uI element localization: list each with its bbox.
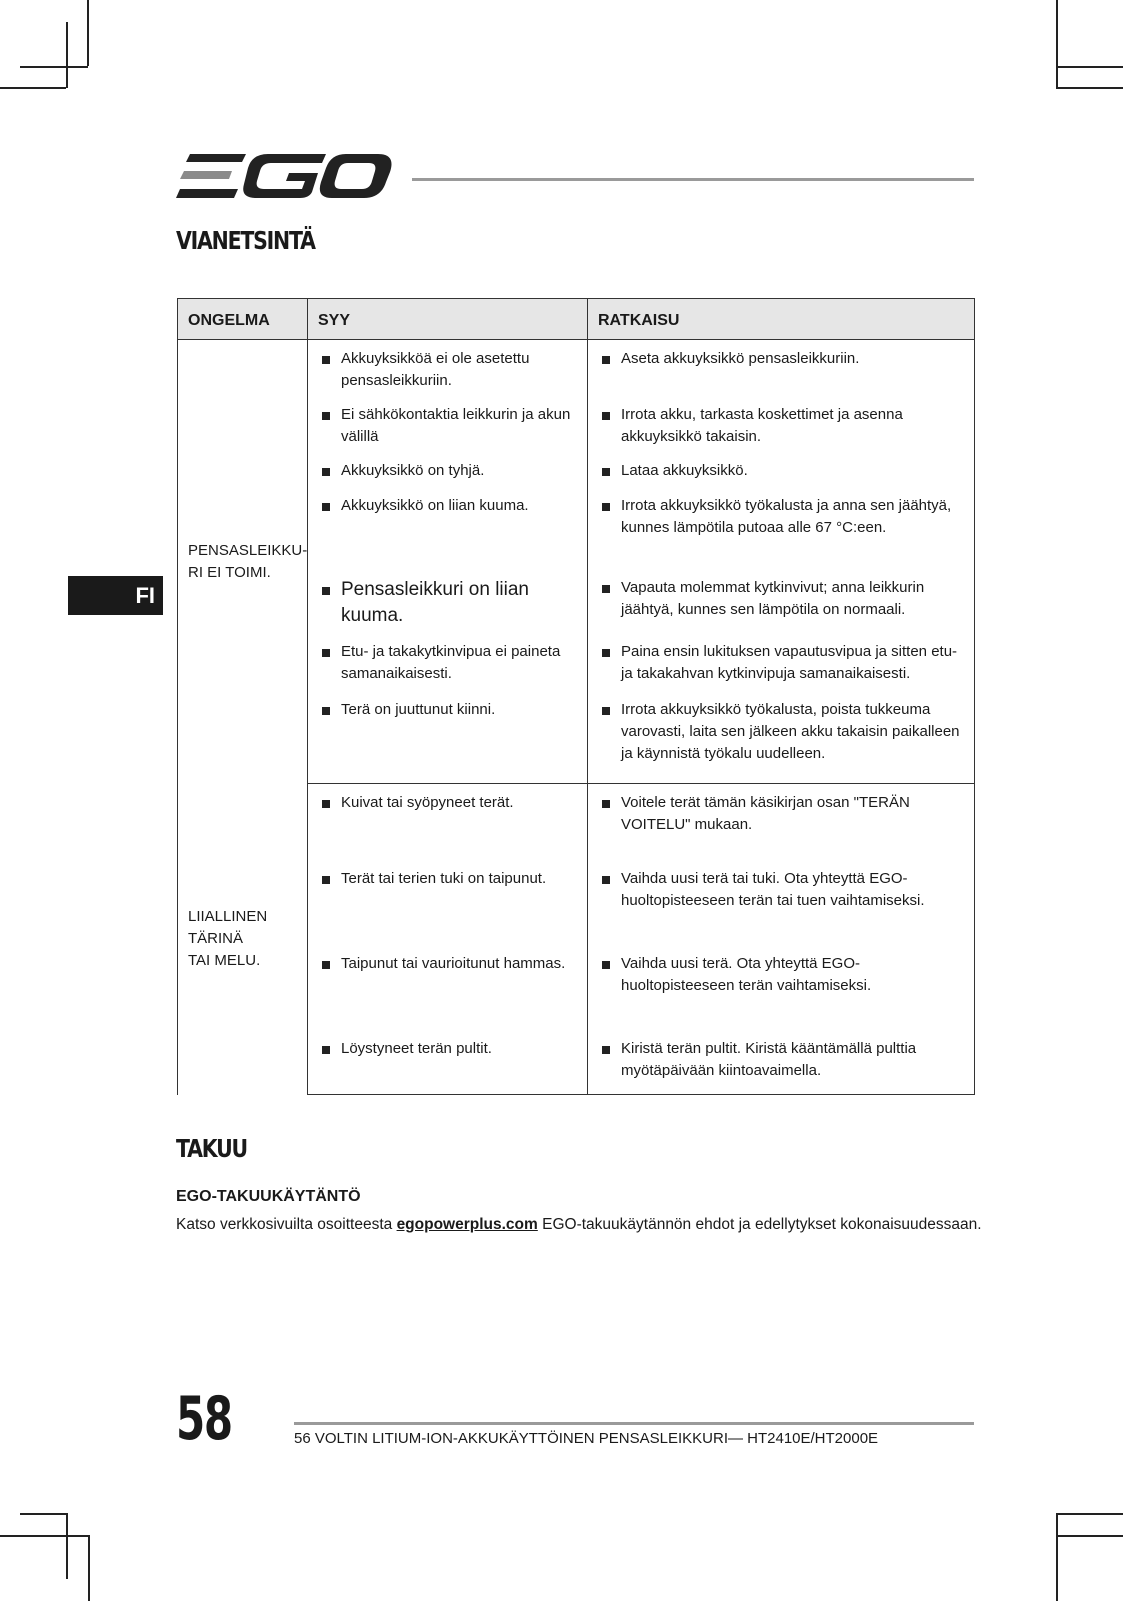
page-number: 58 [176, 1384, 232, 1454]
bullet-icon [322, 649, 330, 657]
bullet-icon [322, 1046, 330, 1054]
bullet-icon [322, 587, 330, 595]
cause-cell [308, 1038, 588, 1095]
logo-letter-e [176, 154, 246, 198]
language-tab: FI [68, 576, 163, 615]
table-header-row [178, 299, 975, 340]
solution-text: Vaihda uusi terä. Ota yhteyttä EGO-huoltopisteeseen terän vaihtamiseksi. [621, 955, 872, 994]
cause-text: Taipunut tai vaurioitunut hammas. [341, 955, 566, 972]
solution-text: Irrota akkuyksikkö työkalusta ja anna sen jäähtyä, kunnes lämpötila putoaa alle 67 °C:een. [621, 497, 952, 536]
cause-cell [308, 699, 588, 784]
crop-mark [1056, 1535, 1123, 1537]
solution-text: Aseta akkuyksikkö pensasleikkuriin. [621, 350, 860, 367]
crop-mark [1056, 66, 1123, 68]
crop-mark [20, 1513, 68, 1515]
solution-cell [588, 460, 975, 495]
warranty-text-after: EGO-takuukäytännön ehdot ja edellytykset kokonaisuudessaan. [537, 1216, 982, 1233]
bullet-icon [602, 585, 610, 593]
solution-cell [588, 953, 975, 1038]
problem-text: PENSASLEIKKU-RI EI TOIMI. [188, 541, 308, 581]
solution-text: Vapauta molemmat kytkinvivut; anna leikkurin jäähtyä, kunnes sen lämpötila on normaali. [621, 579, 925, 618]
cause-text: Löystyneet terän pultit. [341, 1040, 492, 1057]
solution-cell [588, 495, 975, 577]
bullet-icon [322, 412, 330, 420]
bullet-icon [602, 1046, 610, 1054]
problem-text: LIIALLINEN TÄRINÄ TAI MELU. [188, 908, 268, 969]
solution-text: Lataa akkuyksikkö. [621, 462, 748, 479]
cause-text: Etu- ja takakytkinvipua ei paineta samanaikaisesti. [341, 643, 561, 682]
crop-mark [87, 0, 89, 66]
troubleshooting-title: VIANETSINTÄ [176, 226, 315, 255]
bullet-icon [602, 412, 610, 420]
solution-cell [588, 641, 975, 699]
solution-cell [588, 404, 975, 460]
solution-text: Kiristä terän pultit. Kiristä kääntämällä pulttia myötäpäivään kiintoavaimella. [621, 1040, 917, 1079]
cause-cell [308, 784, 588, 869]
cause-text: Akkuyksikkö on tyhjä. [341, 462, 485, 479]
bullet-icon [322, 468, 330, 476]
cause-cell [308, 577, 588, 641]
crop-mark [1056, 0, 1058, 88]
bullet-icon [322, 961, 330, 969]
solution-text: Vaihda uusi terä tai tuki. Ota yhteyttä EGO-huoltopisteeseen terän tai tuen vaihtamiseksi. [621, 870, 925, 909]
cause-cell [308, 868, 588, 953]
crop-mark [66, 1513, 68, 1579]
bullet-icon [602, 468, 610, 476]
problem-cell [178, 340, 308, 784]
ego-logo [176, 152, 392, 202]
header-rule [412, 178, 974, 181]
crop-mark [0, 87, 66, 89]
cause-cell [308, 495, 588, 577]
column-header-solution: RATKAISU [588, 299, 975, 340]
footer-text: 56 VOLTIN LITIUM-ION-AKKUKÄYTTÖINEN PENSASLEIKKURI— HT2410E/HT2000E [294, 1430, 879, 1447]
solution-cell [588, 340, 975, 405]
cause-text: Akkuyksikköä ei ole asetettu pensasleikkuriin. [341, 350, 530, 389]
bullet-icon [602, 707, 610, 715]
problem-cell [178, 784, 308, 1095]
warranty-text-before: Katso verkkosivuilta osoitteesta [176, 1216, 397, 1233]
cause-cell [308, 460, 588, 495]
solution-text: Irrota akku, tarkasta koskettimet ja asenna akkuyksikkö takaisin. [621, 406, 903, 445]
bullet-icon [322, 503, 330, 511]
cause-text: Kuivat tai syöpyneet terät. [341, 794, 514, 811]
solution-text: Irrota akkuyksikkö työkalusta, poista tukkeuma varovasti, laita sen jälkeen akku takaisin paikalleen ja käynnistä työkalu uudelleen. [621, 701, 960, 762]
solution-text: Paina ensin lukituksen vapautusvipua ja sitten etu- ja takakahvan kytkinvipuja samanaikaisesti. [621, 643, 958, 682]
column-header-cause: SYY [308, 299, 588, 340]
logo-letter-o [320, 154, 392, 198]
bullet-icon [322, 800, 330, 808]
solution-cell [588, 868, 975, 953]
crop-mark [1056, 1513, 1058, 1601]
cause-cell [308, 953, 588, 1038]
bullet-icon [602, 961, 610, 969]
crop-mark [66, 22, 68, 88]
bullet-icon [602, 876, 610, 884]
cause-text: Terä on juuttunut kiinni. [341, 701, 496, 718]
cause-text: Akkuyksikkö on liian kuuma. [341, 497, 529, 514]
footer-rule [294, 1422, 974, 1425]
crop-mark [20, 66, 88, 68]
cause-text: Terät tai terien tuki on taipunut. [341, 870, 547, 887]
cause-text: Ei sähkökontaktia leikkurin ja akun välillä [341, 406, 571, 445]
cause-cell [308, 404, 588, 460]
warranty-subtitle: EGO-TAKUUKÄYTÄNTÖ [176, 1188, 361, 1205]
cause-cell [308, 340, 588, 405]
solution-cell [588, 1038, 975, 1095]
bullet-icon [602, 649, 610, 657]
warranty-link[interactable]: egopowerplus.com [396, 1216, 538, 1233]
crop-mark [0, 1535, 88, 1537]
crop-mark [1056, 1513, 1123, 1515]
troubleshooting-table [177, 298, 975, 1095]
bullet-icon [602, 356, 610, 364]
column-header-problem: ONGELMA [178, 299, 308, 340]
solution-cell [588, 577, 975, 641]
table-row [178, 784, 975, 869]
bullet-icon [602, 503, 610, 511]
bullet-icon [322, 707, 330, 715]
cause-text: Pensasleikkuri on liian kuuma. [341, 579, 529, 626]
cause-cell [308, 641, 588, 699]
solution-cell [588, 784, 975, 869]
logo-letter-g [243, 154, 326, 198]
bullet-icon [322, 356, 330, 364]
solution-text: Voitele terät tämän käsikirjan osan "TERÄN VOITELU" mukaan. [621, 794, 910, 833]
bullet-icon [602, 800, 610, 808]
warranty-text [176, 1216, 982, 1234]
table-row [178, 340, 975, 405]
crop-mark [1056, 87, 1123, 89]
bullet-icon [322, 876, 330, 884]
solution-cell [588, 699, 975, 784]
warranty-title: TAKUU [176, 1134, 247, 1163]
crop-mark [88, 1535, 90, 1601]
